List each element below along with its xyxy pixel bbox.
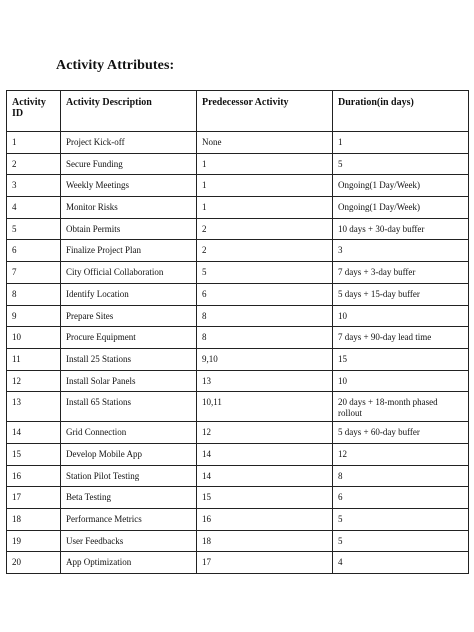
table-row — [7, 443, 469, 465]
table-row — [7, 218, 469, 240]
cell-activity-description: App Optimization — [61, 552, 197, 574]
cell-duration: Ongoing(1 Day/Week) — [333, 175, 469, 197]
cell-activity-id: 2 — [7, 153, 61, 175]
cell-activity-description: Weekly Meetings — [61, 175, 197, 197]
cell-activity-description: Obtain Permits — [61, 218, 197, 240]
table-row — [7, 153, 469, 175]
cell-activity-description: User Feedbacks — [61, 530, 197, 552]
cell-activity-description: Finalize Project Plan — [61, 240, 197, 262]
cell-predecessor: 14 — [197, 465, 333, 487]
cell-activity-id: 14 — [7, 422, 61, 444]
header-activity-description: Activity Description — [61, 91, 197, 132]
cell-duration: 7 days + 3-day buffer — [333, 262, 469, 284]
cell-activity-id: 3 — [7, 175, 61, 197]
cell-predecessor: 5 — [197, 262, 333, 284]
cell-activity-id: 6 — [7, 240, 61, 262]
cell-predecessor: 1 — [197, 175, 333, 197]
table-header-row — [7, 91, 469, 132]
cell-duration: 5 — [333, 530, 469, 552]
cell-predecessor: None — [197, 132, 333, 154]
activity-attributes-table — [6, 90, 469, 574]
cell-activity-description: Install 65 Stations — [61, 392, 197, 422]
table-row — [7, 175, 469, 197]
cell-activity-description: Install Solar Panels — [61, 370, 197, 392]
header-predecessor-activity: Predecessor Activity — [197, 91, 333, 132]
cell-activity-id: 18 — [7, 509, 61, 531]
cell-activity-description: City Official Collaboration — [61, 262, 197, 284]
cell-activity-description: Grid Connection — [61, 422, 197, 444]
cell-activity-id: 12 — [7, 370, 61, 392]
cell-activity-description: Develop Mobile App — [61, 443, 197, 465]
header-activity-id: Activity ID — [7, 91, 61, 132]
cell-predecessor: 15 — [197, 487, 333, 509]
cell-activity-description: Prepare Sites — [61, 305, 197, 327]
cell-activity-description: Identify Location — [61, 283, 197, 305]
table-row — [7, 422, 469, 444]
cell-duration: Ongoing(1 Day/Week) — [333, 197, 469, 219]
cell-duration: 5 — [333, 509, 469, 531]
table-row — [7, 348, 469, 370]
cell-activity-id: 7 — [7, 262, 61, 284]
cell-duration: 7 days + 90-day lead time — [333, 327, 469, 349]
cell-activity-description: Station Pilot Testing — [61, 465, 197, 487]
table-row — [7, 487, 469, 509]
table-row — [7, 305, 469, 327]
cell-duration: 10 — [333, 370, 469, 392]
cell-duration: 5 — [333, 153, 469, 175]
cell-duration: 5 days + 15-day buffer — [333, 283, 469, 305]
cell-duration: 1 — [333, 132, 469, 154]
cell-predecessor: 16 — [197, 509, 333, 531]
cell-activity-description: Install 25 Stations — [61, 348, 197, 370]
header-duration: Duration(in days) — [333, 91, 469, 132]
cell-activity-id: 9 — [7, 305, 61, 327]
table-row — [7, 370, 469, 392]
cell-activity-id: 10 — [7, 327, 61, 349]
cell-activity-description: Secure Funding — [61, 153, 197, 175]
cell-predecessor: 14 — [197, 443, 333, 465]
table-row — [7, 197, 469, 219]
cell-activity-description: Monitor Risks — [61, 197, 197, 219]
cell-activity-description: Procure Equipment — [61, 327, 197, 349]
cell-activity-id: 20 — [7, 552, 61, 574]
table-row — [7, 392, 469, 422]
cell-activity-id: 13 — [7, 392, 61, 422]
cell-duration: 3 — [333, 240, 469, 262]
cell-predecessor: 1 — [197, 153, 333, 175]
table-row — [7, 327, 469, 349]
cell-activity-id: 15 — [7, 443, 61, 465]
cell-predecessor: 18 — [197, 530, 333, 552]
cell-activity-description: Performance Metrics — [61, 509, 197, 531]
table-row — [7, 240, 469, 262]
cell-predecessor: 2 — [197, 218, 333, 240]
table-row — [7, 465, 469, 487]
cell-predecessor: 13 — [197, 370, 333, 392]
cell-duration: 12 — [333, 443, 469, 465]
cell-activity-id: 5 — [7, 218, 61, 240]
cell-activity-id: 1 — [7, 132, 61, 154]
cell-activity-id: 19 — [7, 530, 61, 552]
cell-duration: 5 days + 60-day buffer — [333, 422, 469, 444]
table-row — [7, 262, 469, 284]
table-row — [7, 509, 469, 531]
cell-predecessor: 2 — [197, 240, 333, 262]
table-row — [7, 283, 469, 305]
table-row — [7, 530, 469, 552]
cell-activity-id: 16 — [7, 465, 61, 487]
cell-duration: 10 days + 30-day buffer — [333, 218, 469, 240]
cell-predecessor: 10,11 — [197, 392, 333, 422]
cell-predecessor: 12 — [197, 422, 333, 444]
cell-predecessor: 8 — [197, 305, 333, 327]
cell-duration: 15 — [333, 348, 469, 370]
table-row — [7, 132, 469, 154]
cell-duration: 4 — [333, 552, 469, 574]
cell-predecessor: 8 — [197, 327, 333, 349]
cell-activity-description: Beta Testing — [61, 487, 197, 509]
cell-duration: 10 — [333, 305, 469, 327]
page-title: Activity Attributes: — [56, 58, 175, 73]
cell-activity-description: Project Kick-off — [61, 132, 197, 154]
cell-activity-id: 4 — [7, 197, 61, 219]
cell-duration: 8 — [333, 465, 469, 487]
cell-activity-id: 8 — [7, 283, 61, 305]
cell-predecessor: 1 — [197, 197, 333, 219]
cell-activity-id: 17 — [7, 487, 61, 509]
cell-predecessor: 17 — [197, 552, 333, 574]
cell-predecessor: 9,10 — [197, 348, 333, 370]
cell-activity-id: 11 — [7, 348, 61, 370]
cell-duration: 6 — [333, 487, 469, 509]
table-row — [7, 552, 469, 574]
cell-duration: 20 days + 18-month phased rollout — [333, 392, 469, 422]
cell-predecessor: 6 — [197, 283, 333, 305]
